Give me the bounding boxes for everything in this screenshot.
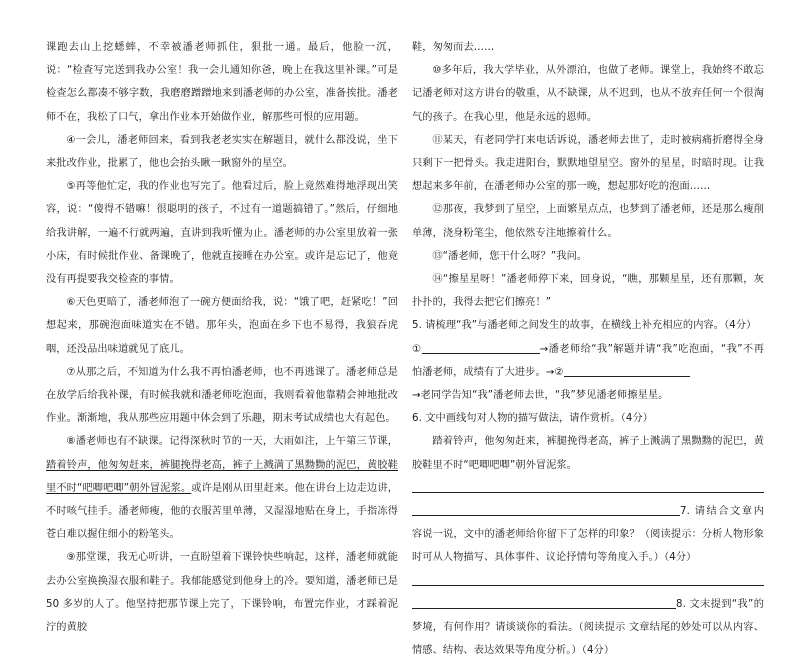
underlined-sentence: 踏着铃声，他匆匆赶来，裤腿挽得老高，裤子上溅满了黑黝黝的泥巴，黄胶鞋里不时“吧唧吧唧”朝外冒泥浆。 [46, 459, 398, 494]
question-5-line-1 [412, 338, 764, 384]
question-5: 5. 请梳理“我”与潘老师之间发生的故事，在横线上补充相应的内容。（4分） [412, 320, 757, 332]
paragraph-6: ⑥天色更暗了，潘老师泡了一碗方便面给我，说：“饿了吧，赶紧吃！”回想起来，那碗泡面味道实在不错。那年头，泡面在乡下也不易得，我狼吞虎咽，还没品出味道就见了底儿。 [46, 297, 398, 355]
left-column [46, 36, 398, 639]
paragraph-9: ⑨那堂课，我无心听讲，一直盼望着下课铃快些响起，这样，潘老师就能去办公室换换湿衣服和鞋子。我郁能感觉到他身上的冷。要知道，潘老师已是 50 多岁的人了。他坚持把那节课上完了，下课铃响，布置完作业，才踩着泥泞的黄胶 [46, 552, 398, 634]
paragraph-10: ⑩多年后，我大学毕业，从外漂泊，也做了老师。课堂上，我始终不敢忘记潘老师对这方讲台的敬重，从不缺课，从不迟到，也从不放弃任何一个很淘气的孩子。在我心里，他是永远的恩师。 [412, 65, 764, 123]
paragraph-8-end: 或许是刚从田里赶来。他在讲台上边走边讲，不时咳气挂手。潘老师瘦，他的衣服苦里单薄，又湿湿地贴在身上，手指冻得苍白难以握住细小的粉笔头。 [46, 482, 398, 541]
right-column [412, 36, 764, 662]
answer-blank-1[interactable] [422, 339, 540, 354]
paragraph-5: ⑤再等他忙定，我的作业也写完了。他看过后，脸上竟然难得地浮现出笑容，说：“傻得不错嘛！很聪明的孩子，不过有一道题搞错了。”然后，仔细地给我讲解，一遍不行就两遍，直讲到我听懂为止。潘老师的办公室里放着一张小床，有时候批作业、备课晚了，他就直接睡在办公室。或许是忘记了，他竟没有再提要我交检查的事情。 [46, 181, 398, 286]
question-7 [412, 500, 764, 570]
paragraph-12: ⑫那夜，我梦到了星空，上面繁星点点，也梦到了潘老师，还是那么瘦削单薄，浇身粉笔尘，他依然专注地擦着什么。 [412, 204, 764, 239]
answer-blank-2[interactable] [564, 362, 690, 377]
question-7-body: 内容说一说，文中的潘老师给你留下了怎样的印象？（阅读提示：分析人物形象时可从人物描写、具体事件、议论抒情句等角度入手。）（4分） [412, 506, 764, 564]
question-8 [412, 593, 764, 662]
paragraph-8 [46, 430, 398, 546]
question-6: 6. 文中画线句对人物的描写做法，请作赏析。（4分） [412, 413, 654, 425]
answer-line-6 [412, 477, 764, 500]
question-6-quote: 踏着铃声，他匆匆赶来，裤腿挽得老高，裤子上溅满了黑黝黝的泥巴，黄胶鞋里不时“吧唧吧唧”朝外冒泥浆。 [412, 436, 764, 471]
blank-1-label: ① [412, 343, 422, 355]
paragraph-9-end: 鞋，匆匆而去…… [412, 42, 495, 53]
paragraph-13: ⑬“潘老师，您干什么呀？”我问。 [432, 250, 588, 262]
answer-blank-6b[interactable] [412, 501, 680, 516]
question-5-line-2: →老同学告知“我”潘老师去世，“我”梦见潘老师擦星星。 [412, 390, 669, 402]
answer-line-7 [412, 570, 764, 593]
paragraph-3-cont: 课跑去山上挖蟋蟀，不幸被潘老师抓住，狠批一通。最后，他脸一沉，说：“检查写完送到我办公室！我一会儿通知你爸，晚上在我这里补课。”可是检查怎么都凑不够字数，我磨磨蹭蹭地来到潘老师的办公室，准备挨批。潘老师不在，我松了口气，拿出作业本开始做作业，解那些可恨的应用题。 [46, 42, 398, 123]
question-8-head: 8. 文末提到“我” [676, 598, 754, 610]
answer-blank-7b[interactable] [412, 594, 676, 609]
paragraph-8-start: ⑧潘老师也有不缺课。记得深秋时节的一天，大雨如注，上午第三节课， [66, 436, 398, 448]
paragraph-4: ④一会儿，潘老师回来，看到我老老实实在解题目，就什么都没说，坐下来批改作业，批累了，他也会抬头瞅一瞅窗外的星空。 [46, 134, 398, 170]
question-5-chain: →潘老师给“我”解题并请“我”吃泡面，“我”不再怕潘老师，成绩有了大进步。→② [412, 343, 764, 378]
paragraph-7: ⑦从那之后，不知道为什么我不再怕潘老师，也不再逃课了。潘老师总是在放学后给我补课，有时候我就和潘老师吃泡面，我则看着他靠精会神地批改作业。渐渐地，我从那些应用题中体会到了乐趣，期末考试成绩也大有起色。 [46, 366, 398, 425]
answer-blank-7[interactable] [412, 571, 764, 586]
paragraph-11: ⑪某天，有老同学打来电话诉说，潘老师去世了，走时被病痛折磨得全身只剩下一把骨头。我走进阳台，默默地望星空。窗外的星星，时暗时现。让我想起来多年前，在潘老师办公室的那一晚，想起那好吃的泡面…… [412, 134, 764, 193]
paragraph-14: ⑭“擦星星呀！”潘老师停下来，回身说，“瞧，那颗星星，还有那颗，灰扑扑的，我得去把它们擦亮！” [412, 274, 764, 309]
answer-blank-6[interactable] [412, 478, 764, 493]
question-8-body: 的梦境，有何作用？请谈谈你的看法。（阅读提示 文章结尾的妙处可以从内容、情感、结构、表达效果等角度分析。）（4分） [412, 598, 764, 657]
question-7-head: 7. 请结合文章 [680, 506, 754, 518]
